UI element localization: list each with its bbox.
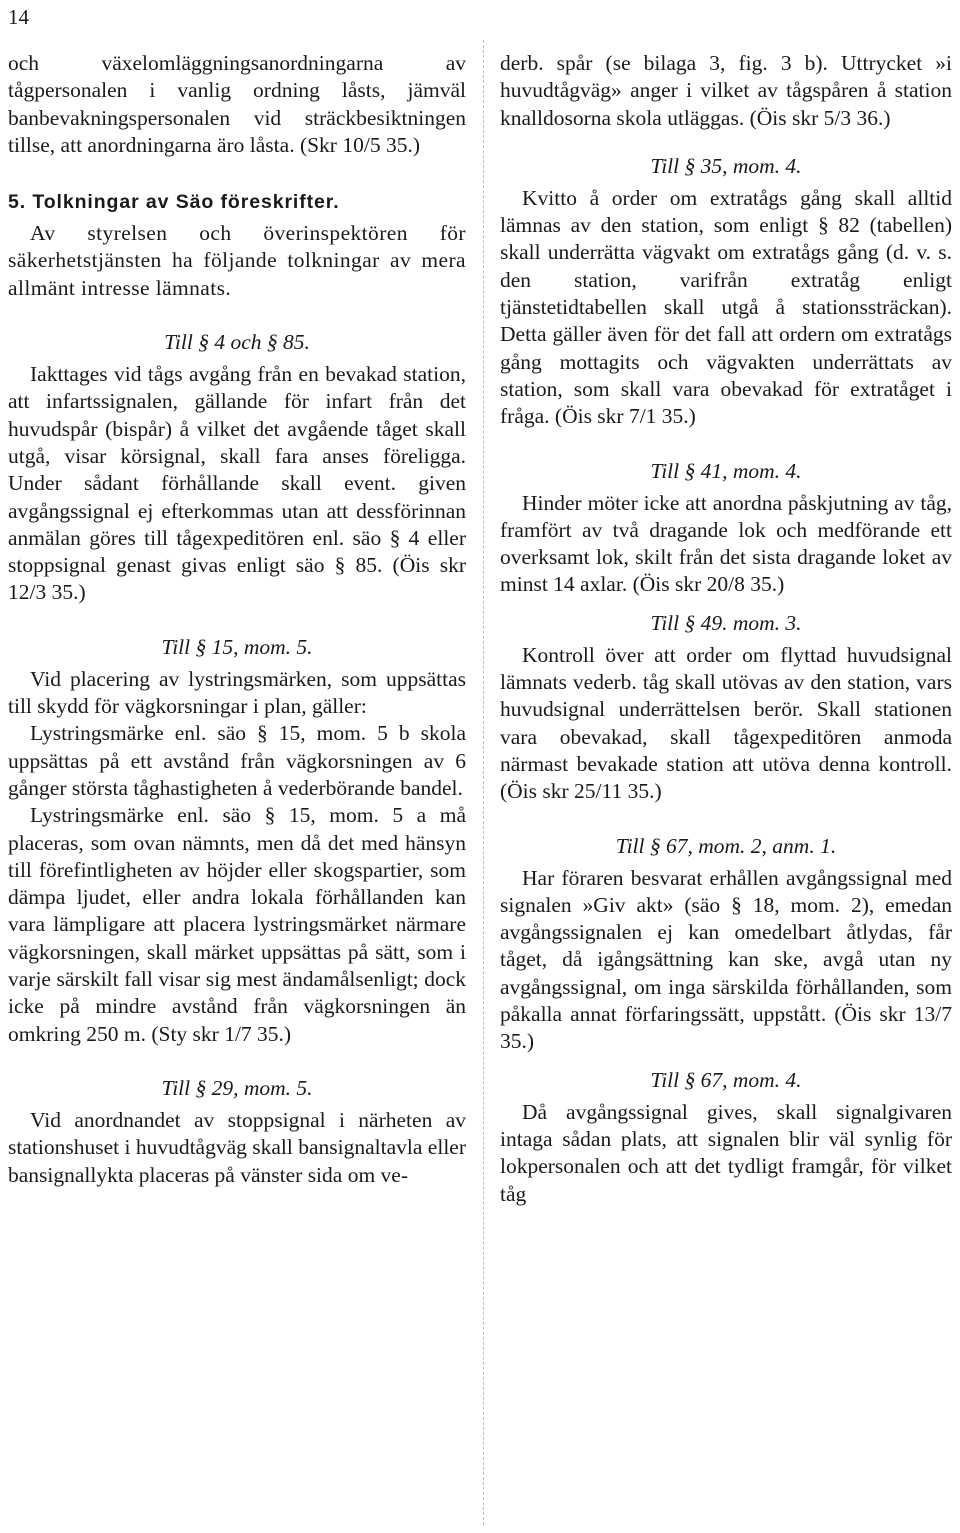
paragraph-para-29: Vid anordnandet av stoppsignal i närheten av stationshuset i huvudtågväg skall bansignaltavla eller bansignallykta placeras på vänster sida om ve- [8,1107,466,1187]
paragraph-para-41: Hinder möter icke att anordna påskjutning av tåg, framfört av två dragande lok och medförande ett overksamt lok, skilt från det sista dragande loket av minst 14 axlar. (Öis skr 20/8 35.) [500,490,952,597]
subheading-para-35: Till § 35, mom. 4. [650,153,802,178]
paragraph-intro: och växelomläggningsanordningarna av tågpersonalen i vanlig ordning låsts, jämväl banbevakningspersonalen vid sträckbesiktningen tillse, att anordningarna äro låsta. (Skr 10/5 35.) [8,51,466,157]
subheading-para-4-85: Till § 4 och § 85. [164,330,310,355]
subheading-para-67-4: Till § 67, mom. 4. [650,1067,802,1092]
left-column [8,50,466,1189]
paragraph-heading-intro: Av styrelsen och överinspektören för säkerhetstjänsten ha följande tolkningar av mera allmänt intresse lämnats. [8,221,466,300]
paragraph-para-49: Kontroll över att order om flyttad huvudsignal lämnats vederb. tåg skall utövas av den station, vars huvudsignal underrättelsen berör. Skall stationen vara obevakad, skall tågexpeditören anmoda närmast bevakade station att utöva denna kontroll. (Öis skr 25/11 35.) [500,642,952,804]
subheading-para-41: Till § 41, mom. 4. [650,458,802,483]
paragraph-para-15-c: Lystringsmärke enl. säo § 15, mom. 5 a må placeras, som ovan nämnts, men då det med hänsyn till förefintligheten av höjder eller skogspartier, som dämpa ljudet, eller andra lokala förhållanden kan vara lämpligare att placera lystringsmärket närmare vägkorsningen, skall märket uppsättas på sätt, som i varje särskilt fall visar sig mest ändamålsenligt; dock icke på mindre avstånd från vägkorsningen än omkring 250 m. (Sty skr 1/7 35.) [8,803,466,1046]
paragraph-para-67-2: Har föraren besvarat erhållen avgångssignal med signalen »Giv akt» (säo § 18, mom. 2), emedan avgångssignalen ej kan omedelbart åtlydas, får tåget, då igångsättning kan ske, avgå utan ny avgångssignal, om inga särskilda förhållanden, som påkalla annat förfaringssätt, uppstått. (Öis skr 13/7 35.) [500,865,952,1054]
paragraph-para-4-85: Iakttages vid tågs avgång från en bevakad station, att infartssignalen, gällande för infart från det huvudspår (bispår) å vilket det avgående tåget skall utgå, visar körsignal, skall fara anses föreligga. Under sådant förhållande skall event. given avgångssignal ej efterkommas utan att dessförinnan anmälan göres till tågexpeditören enl. säo § 4 eller stoppsignal genast givas enligt säo § 85. (Öis skr 12/3 35.) [8,362,466,605]
paragraph-para-15-a: Vid placering av lystringsmärken, som uppsättas till skydd för vägkorsningar i plan, gäller: [8,666,466,719]
paragraph-para-35: Kvitto å order om extratågs gång skall alltid lämnas av den station, som enligt § 82 (tabellen) skall underrätta vägvakt om extratågs gång (d. v. s. den station, varifrån extratåg enligt tjänstetidtabellen skall utgå å stationssträckan). Detta gäller även för det fall att ordern om extratågs gång mottagits och vägvakten underrättats av station, som skall vara obevakad för extratåget i fråga. (Öis skr 7/1 35.) [500,185,952,429]
subheading-para-67-2: Till § 67, mom. 2, anm. 1. [615,833,837,858]
subheading-para-49: Till § 49. mom. 3. [650,610,802,635]
paragraph-continued: derb. spår (se bilaga 3, fig. 3 b). Uttrycket »i huvudtågväg» anger i vilket av tågspåren å station knalldosorna skola utläggas. (Öis skr 5/3 36.) [500,51,952,130]
subheading-para-15: Till § 15, mom. 5. [161,634,313,659]
page-number: 14 [8,5,29,29]
paragraph-para-67-4: Då avgångssignal gives, skall signalgivaren intaga sådan plats, att signalen blir väl synlig för lokpersonalen och att det tydligt framgår, för vilket tåg [500,1099,952,1206]
right-column [500,50,952,1208]
section-heading: 5. Tolkningar av Säo föreskrifter. [8,191,340,214]
column-divider [483,40,484,1525]
subheading-para-29: Till § 29, mom. 5. [161,1075,313,1100]
paragraph-para-15-b: Lystringsmärke enl. säo § 15, mom. 5 b skola uppsättas på ett avstånd från vägkorsningen av 6 gånger största tåghastigheten å vederbörande bandel. [8,721,466,800]
